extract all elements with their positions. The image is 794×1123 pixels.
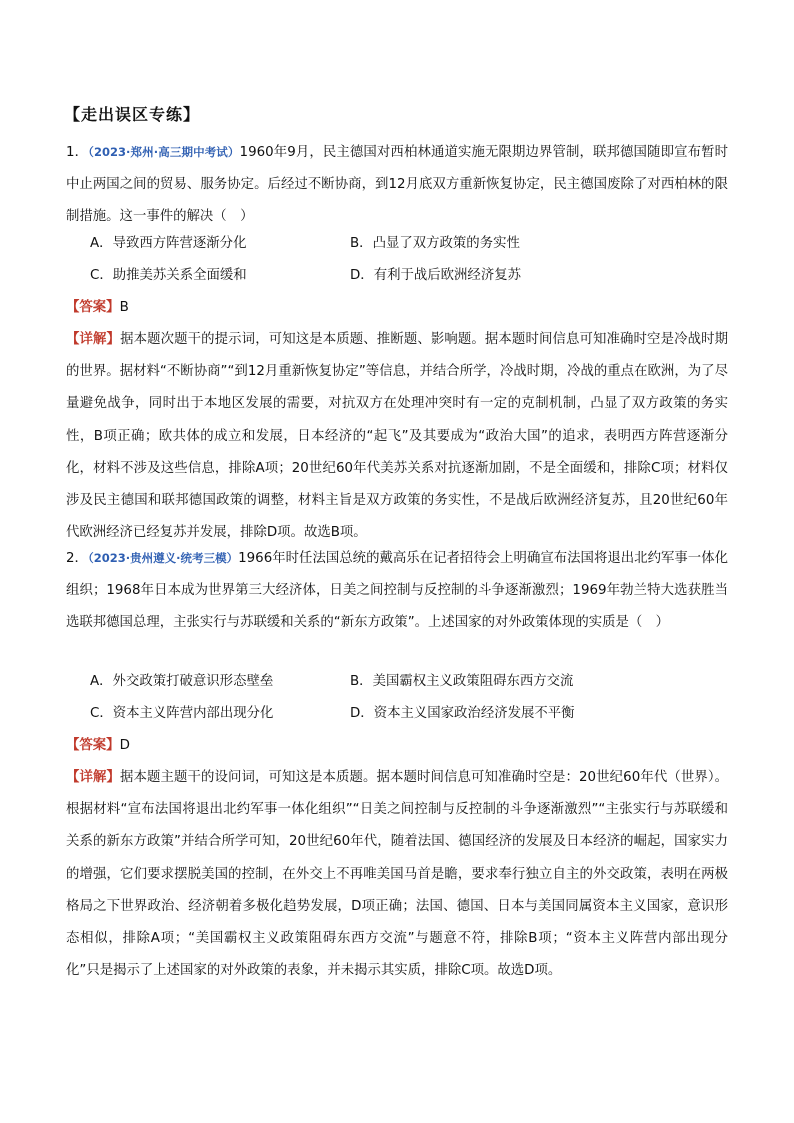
question-1-detail-label: 【详解】 bbox=[66, 332, 121, 347]
section-title: 【走出误区专练】 bbox=[64, 105, 201, 124]
question-1-option-a[interactable]: A．导致西方阵营逐渐分化 bbox=[90, 236, 247, 251]
question-1-source: （2023·郑州·高三期中考试） bbox=[88, 145, 240, 159]
question-1-option-d[interactable]: D．有利于战后欧洲经济复苏 bbox=[350, 268, 521, 283]
question-2-detail-label: 【详解】 bbox=[66, 770, 121, 785]
question-2-option-c[interactable]: C．资本主义阵营内部出现分化 bbox=[90, 706, 274, 721]
question-2-options-row-2 bbox=[90, 698, 730, 730]
question-1-options-row-1 bbox=[90, 228, 730, 260]
question-1-answer bbox=[66, 292, 129, 324]
question-1-detail bbox=[66, 324, 728, 549]
question-2-option-a[interactable]: A．外交政策打破意识形态壁垒 bbox=[90, 674, 274, 689]
question-2-number: 2． bbox=[66, 551, 88, 566]
question-2-detail bbox=[66, 762, 728, 987]
question-2-answer-label: 【答案】 bbox=[66, 738, 120, 753]
question-1-answer-value: B bbox=[119, 300, 129, 315]
question-2-source: （2023·贵州遵义·统考三模） bbox=[87, 551, 239, 565]
question-2-stem: 1966年时任法国总统的戴高乐在记者招待会上明确宣布法国将退出北约军事一体化组织；1968年日本成为世界第三大经济体，日美之间控制与反控制的斗争逐渐激烈；1969年勃兰特大选获胜当选联邦德国总理，主张实行与苏联缓和关系的“新东方政策”。上述国家的对外政策体现的实质是（ ） bbox=[66, 551, 729, 631]
question-1-number: 1． bbox=[66, 145, 89, 160]
question-2-stem-block bbox=[66, 542, 728, 640]
question-1-answer-label: 【答案】 bbox=[66, 300, 120, 315]
question-1-detail-text: 据本题次题干的提示词，可知这是本质题、推断题、影响题。据本题时间信息可知准确时空是冷战时期的世界。据材料“不断协商”“到12月重新恢复协定”等信息，并结合所学，冷战时期，冷战的重点在欧洲，为了尽量避免战争，同时出于本地区发展的需要，对抗双方在处理冲突时有一定的克制机制，凸显了双方政策的务实性，B项正确；欧共体的成立和发展，日本经济的“起飞”及其要成为“政治大国”的追求，表明西方阵营逐渐分化，材料不涉及这些信息，排除A项；20世纪60年代美苏关系对抗逐渐加剧，不是全面缓和，排除C项；材料仅涉及民主德国和联邦德国政策的调整，材料主旨是双方政策的务实性，不是战后欧洲经济复苏，且20世纪60年代欧洲经济已经复苏并发展，排除D项。故选B项。 bbox=[66, 332, 729, 541]
question-2-option-d[interactable]: D．资本主义国家政治经济发展不平衡 bbox=[350, 706, 575, 721]
question-2-answer-value: D bbox=[119, 738, 130, 753]
question-2-detail-text: 据本题主题干的设问词，可知这是本质题。据本题时间信息可知准确时空是：20世纪60年代（世界）。根据材料“宣布法国将退出北约军事一体化组织”“日美之间控制与反控制的斗争逐渐激烈”“主张实行与苏联缓和关系的新东方政策”并结合所学可知，20世纪60年代，随着法国、德国经济的发展及日本经济的崛起，国家实力的增强，它们要求摆脱美国的控制，在外交上不再唯美国马首是瞻，要求奉行独立自主的外交政策，表明在两极格局之下世界政治、经济朝着多极化趋势发展，D项正确；法国、德国、日本与美国同属资本主义国家，意识形态相似，排除A项；“美国霸权主义政策阻碍东西方交流”与题意不符，排除B项；“资本主义阵营内部出现分化”只是揭示了上述国家的对外政策的表象，并未揭示其实质，排除C项。故选D项。 bbox=[66, 770, 729, 979]
question-1-options-row-2 bbox=[90, 260, 730, 292]
question-2-options-row-1 bbox=[90, 666, 730, 698]
question-1-stem: 1960年9月，民主德国对西柏林通道实施无限期边界管制，联邦德国随即宣布暂时中止两国之间的贸易、服务协定。后经过不断协商，到12月底双方重新恢复协定，民主德国废除了对西柏林的限制措施。这一事件的解决（ ） bbox=[66, 145, 728, 225]
question-2-answer bbox=[66, 730, 130, 762]
question-1-stem-block bbox=[66, 136, 728, 234]
question-1-option-b[interactable]: B．凸显了双方政策的务实性 bbox=[350, 236, 520, 251]
question-1-option-c[interactable]: C．助推美苏关系全面缓和 bbox=[90, 268, 247, 283]
question-2-option-b[interactable]: B．美国霸权主义政策阻碍东西方交流 bbox=[350, 674, 574, 689]
